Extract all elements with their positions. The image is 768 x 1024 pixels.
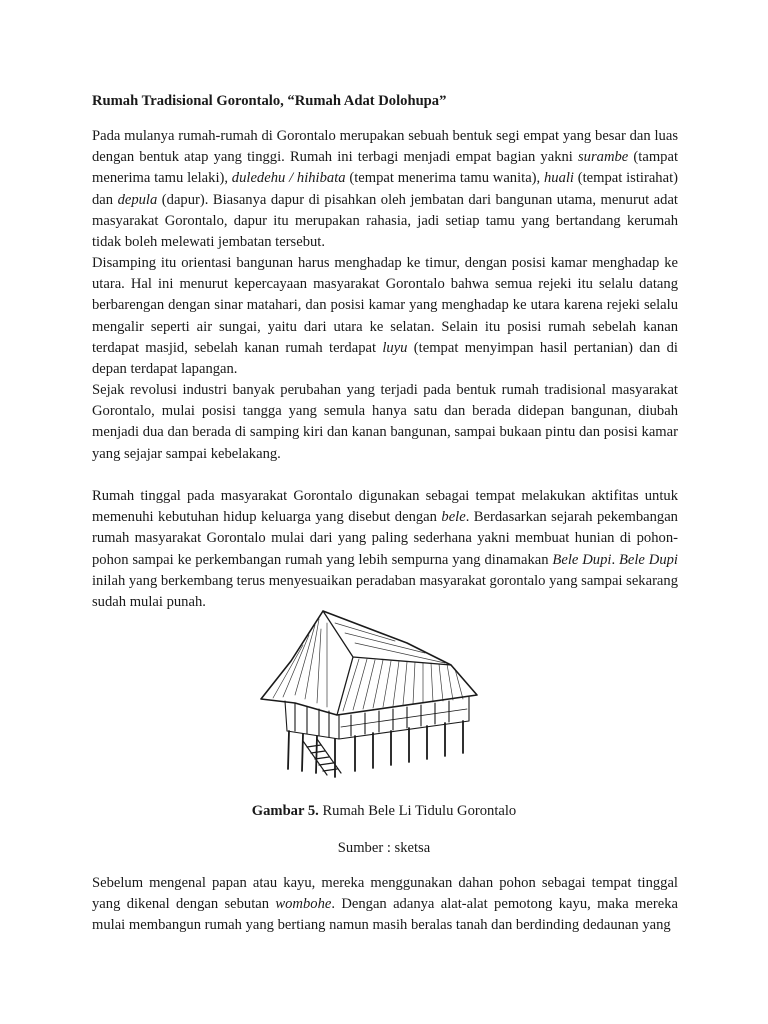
roof-ridge	[323, 611, 451, 715]
term-huali: huali	[543, 170, 574, 187]
term-bele-dupi: Bele Dupi	[618, 551, 678, 568]
term-bele: bele	[441, 509, 466, 526]
text-segment: . Berdasarkan sejarah pekembangan rumah masyarakat Gorontalo mulai dari yang paling sederhana yakni membuat hunian di pohon-pohon sampai ke perkembangan rumah yang lebih sempurna yang dinamakan	[92, 509, 678, 568]
figure-caption	[0, 801, 768, 822]
house-sketch-figure	[255, 603, 480, 781]
document-title: Rumah Tradisional Gorontalo, “Rumah Adat Dolohupa”	[92, 93, 447, 109]
text-segment: .	[611, 551, 619, 568]
paragraph-industrial-revolution	[92, 380, 678, 465]
term-surambe: surambe	[578, 149, 629, 166]
text-segment: . Dengan adanya alat-alat pemotong kayu, maka mereka mulai membangun rumah yang bertiang namun masih beralas tanah dan berdinding dedaunan yang	[92, 896, 679, 934]
house-stilts	[288, 721, 463, 777]
paragraph-house-layout	[92, 126, 678, 253]
figure-caption-text: Rumah Bele Li Tidulu Gorontalo	[318, 803, 517, 819]
roof-hatching	[273, 619, 463, 711]
paragraph-wombohe	[92, 873, 678, 937]
term-bele-dupi: Bele Dupi	[552, 551, 612, 568]
text-segment: inilah yang berkembang terus menyesuaikan peradaban masyarakat gorontalo yang sampai sekarang sudah mulai punah.	[92, 572, 678, 611]
figure-source: Sumber : sketsa	[337, 840, 431, 856]
text-segment: Sejak revolusi industri banyak perubahan yang terjadi pada bentuk rumah tradisional masyarakat Gorontalo, mulai posisi tangga yang semula hanya satu dan berada didepan bangunan, diubah menjadi dua dan berada di samping kiri dan kanan bangunan, sampai bukaan pintu dan posisi kamar yang sejajar sampai kebelakang.	[92, 382, 678, 462]
house-walls	[285, 697, 469, 739]
text-segment: (tempat menerima tamu wanita),	[345, 170, 544, 187]
text-segment: (tampat menerima tamu lelaki),	[92, 149, 678, 187]
text-segment: Pada mulanya rumah-rumah di Gorontalo merupakan sebuah bentuk segi empat yang besar dan luas dengan bentuk atap yang tinggi. Rumah ini terbagi menjadi empat bagian yakni	[92, 128, 678, 166]
term-luyu: luyu	[382, 339, 408, 356]
text-segment: Disamping itu orientasi bangunan harus menghadap ke timur, dengan posisi kamar menghadap ke utara. Hal ini menurut kepercayaan masyarakat Gorontalo bahwa semua rejeki itu selalu datang berbarengan dengan sinar matahari, dan posisi kamar yang menghadap ke utara karena rejeki selalu mengalir seperti air sungai, yaitu dari utara ke selatan. Selain itu posisi rumah sebelah kanan terdapat masjid, sebelah kanan rumah terdapat	[92, 255, 678, 356]
text-segment: (dapur). Biasanya dapur di pisahkan oleh jembatan dari bangunan utama, menurut adat masyarakat Gorontalo, dapur itu merupakan rahasia, jadi setiap tamu yang bertandang kerumah tidak boleh melewati jembatan tersebut.	[92, 191, 678, 251]
text-segment: (tempat menyimpan hasil pertanian) dan di depan terdapat lapangan.	[92, 339, 678, 378]
term-duledehu-hihibata: duledehu / hihibata	[231, 170, 346, 187]
term-depula: depula	[117, 191, 158, 208]
paragraph-bele	[92, 486, 678, 613]
term-wombohe: wombohe	[275, 896, 332, 913]
text-segment: (tempat istirahat) dan	[92, 170, 678, 208]
text-segment: Sebelum mengenal papan atau kayu, mereka menggunakan dahan pohon sebagai tempat tinggal yang dikenal dengan sebutan	[92, 875, 678, 913]
figure-label: Gambar 5.	[251, 803, 319, 819]
text-segment: Rumah tinggal pada masyarakat Gorontalo digunakan sebagai tempat melakukan aktifitas untuk memenuhi kebutuhan hidup keluarga yang disebut dengan	[92, 488, 678, 526]
paragraph-orientation	[92, 253, 678, 380]
